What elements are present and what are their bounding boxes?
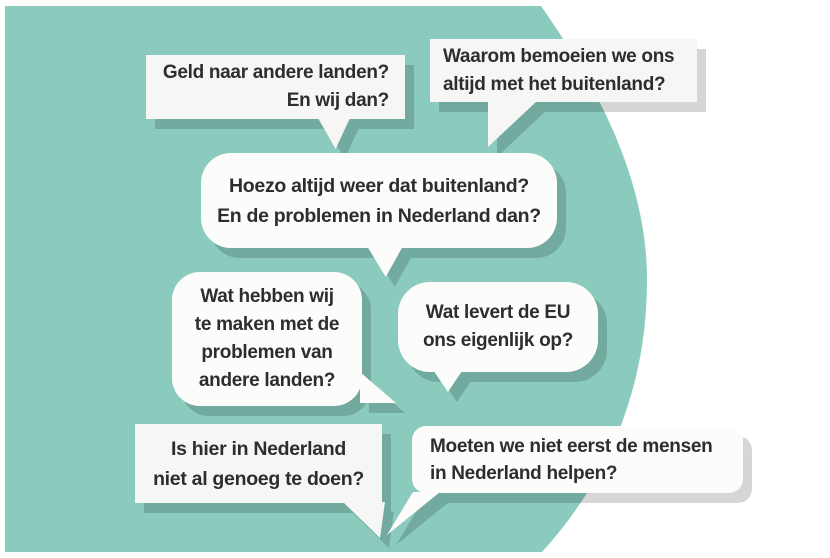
bubble-text-line: niet al genoeg te doen? — [153, 467, 364, 490]
speech-bubble-wat-hebben-wij — [172, 272, 362, 406]
bubble-text-line: En de problemen in Nederland dan? — [217, 204, 541, 227]
bubble-text-line: Moeten we niet eerst de mensen — [430, 435, 713, 457]
bubble-text-line: te maken met de — [194, 314, 340, 335]
bubble-text-line: Is hier in Nederland — [171, 437, 346, 460]
speech-bubble-wat-levert-de-eu — [398, 282, 598, 372]
bubble-text-line: andere landen? — [198, 370, 336, 391]
bubble-body — [398, 282, 598, 372]
bubble-body — [172, 272, 362, 406]
speech-bubble-geld-naar-andere-landen — [146, 55, 405, 119]
bubble-text-line: En wij dan? — [286, 90, 389, 111]
bubble-body — [430, 39, 697, 102]
bubble-text-line: altijd met het buitenland? — [443, 73, 666, 95]
bubble-text-line: Waarom bemoeien we ons — [443, 45, 675, 67]
speech-bubble-moeten-we-niet-eerst — [412, 426, 743, 493]
bubble-text-line: ons eigenlijk op? — [422, 330, 574, 351]
speech-bubble-is-hier-in-nederland — [135, 424, 382, 503]
bubble-body — [135, 424, 382, 503]
bubble-text-line: Wat levert de EU — [425, 302, 571, 323]
bubble-text-line: Wat hebben wij — [200, 286, 334, 307]
speech-bubble-waarom-bemoeien — [430, 39, 697, 102]
bubble-body — [201, 153, 557, 248]
bubble-text-line: Hoezo altijd weer dat buitenland? — [229, 174, 529, 197]
bubble-body — [146, 55, 405, 119]
bubble-text-line: in Nederland helpen? — [430, 462, 618, 484]
speech-bubble-hoezo-altijd — [201, 153, 557, 248]
bubble-text-line: problemen van — [201, 342, 333, 363]
bubble-body — [412, 426, 743, 493]
bubble-text-line: Geld naar andere landen? — [162, 62, 389, 83]
